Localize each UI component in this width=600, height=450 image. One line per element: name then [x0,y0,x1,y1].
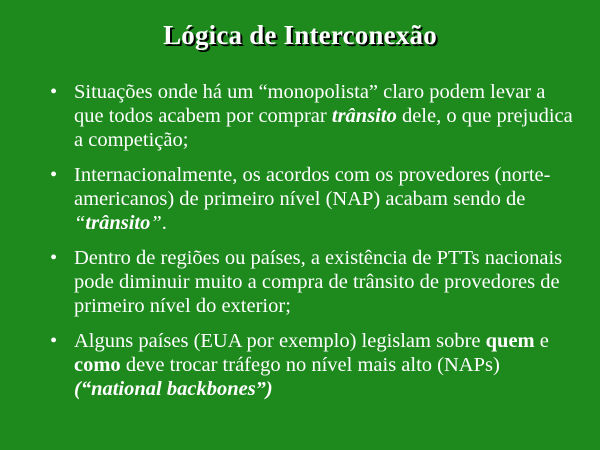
bullet-glyph: • [50,81,58,103]
bullet-list [50,80,580,412]
bullet-glyph: • [50,164,58,186]
bullet-text-segment: (“national backbones”) [74,378,273,400]
bullet-item [50,246,580,318]
bullet-text-segment: Dentro de regiões ou países, a existência de PTTs nacionais pode diminuir muito a compra de trânsito de provedores de primeiro nível do exterior; [74,247,563,317]
bullet-text-segment: trânsito [331,105,397,127]
bullet-glyph: • [50,330,58,352]
bullet-text-segment: Situações onde há um “monopolista” claro podem levar a que todos acabem por comprar [74,81,546,127]
bullet-text-segment: . [161,212,167,234]
bullet-text-segment: quem [485,330,535,352]
bullet-item [50,163,580,235]
bullet-item [50,329,580,401]
bullet-item [50,80,580,152]
bullet-text-segment: Internacionalmente, os acordos com os provedores (norte-americanos) de primeiro nível (NAP) acabam sendo de [74,164,551,210]
bullet-text-segment: ” [150,212,162,234]
bullet-text-segment: “ [74,212,86,234]
bullet-glyph: • [50,247,58,269]
bullet-text-segment: como [74,354,121,376]
slide-title: Lógica de Interconexão [163,20,437,50]
bullet-text-segment: dele, o que prejudica a competição; [74,105,573,151]
bullet-text-segment: deve trocar tráfego no nível mais alto (NAPs) [120,354,500,376]
bullet-text-segment: Alguns países (EUA por exemplo) legislam sobre [74,330,486,352]
bullet-text-segment: e [534,330,549,352]
bullet-text-segment: trânsito [85,212,151,234]
